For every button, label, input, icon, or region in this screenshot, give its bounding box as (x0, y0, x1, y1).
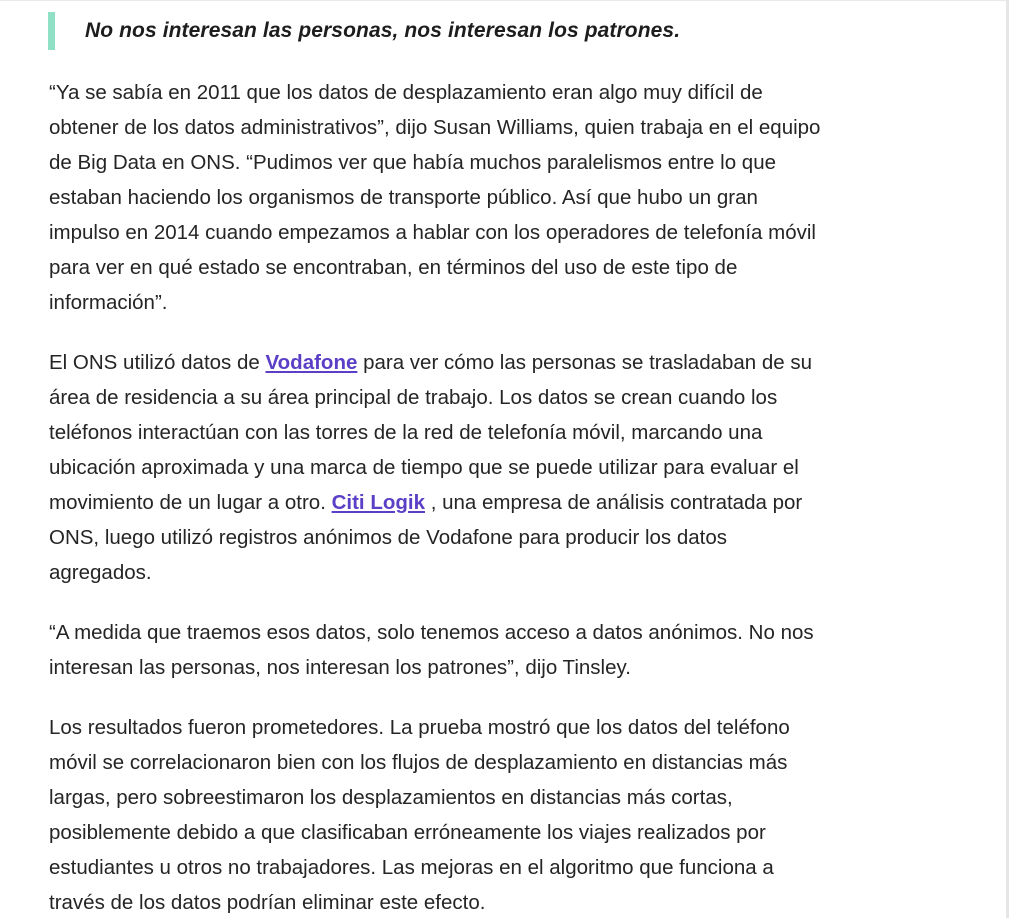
paragraph-2 (49, 345, 929, 590)
paragraph-line: para ver en qué estado se encontraban, en términos del uso de este tipo de (49, 256, 738, 279)
paragraph-line: estudiantes u otros no trabajadores. Las mejoras en el algoritmo que funciona a (49, 856, 774, 879)
paragraph-line: estaban haciendo los organismos de transporte público. Así que hubo un gran (49, 186, 758, 209)
paragraph-line: través de los datos podrían eliminar este efecto. (49, 891, 486, 914)
paragraph-line: área de residencia a su área principal de trabajo. Los datos se crean cuando los (49, 386, 778, 409)
paragraph-line: agregados. (49, 561, 152, 584)
paragraph-line: Los resultados fueron prometedores. La prueba mostró que los datos del teléfono (49, 716, 790, 739)
vodafone-link[interactable]: Vodafone (265, 351, 358, 374)
pull-quote-text: No nos interesan las personas, nos interesan los patrones. (85, 19, 681, 42)
paragraph-line: impulso en 2014 cuando empezamos a hablar con los operadores de telefonía móvil (49, 221, 816, 244)
text-segment: para ver cómo las personas se trasladaban de su (357, 351, 813, 374)
paragraph-line: largas, pero sobreestimaron los desplazamientos en distancias más cortas, (49, 786, 733, 809)
paragraph-line: “Ya se sabía en 2011 que los datos de desplazamiento eran algo muy difícil de (49, 81, 763, 104)
paragraph-line: información”. (49, 291, 168, 314)
paragraph-4 (49, 710, 929, 920)
paragraph-1 (49, 75, 929, 320)
pull-quote (48, 12, 680, 50)
paragraph-3 (49, 615, 929, 685)
paragraph-line: ONS, luego utilizó registros anónimos de Vodafone para producir los datos (49, 526, 728, 549)
paragraph-line: de Big Data en ONS. “Pudimos ver que había muchos paralelismos entre lo que (49, 151, 776, 174)
paragraph-line: ubicación aproximada y una marca de tiempo que se puede utilizar para evaluar el (49, 456, 799, 479)
top-divider (0, 0, 1009, 1)
paragraph-line: “A medida que traemos esos datos, solo tenemos acceso a datos anónimos. No nos (49, 621, 814, 644)
paragraph-line: teléfonos interactúan con las torres de la red de telefonía móvil, marcando una (49, 421, 763, 444)
text-segment: , una empresa de análisis contratada por (425, 491, 803, 514)
paragraph-line: interesan las personas, nos interesan los patrones”, dijo Tinsley. (49, 656, 631, 679)
paragraph-line (49, 345, 929, 380)
text-segment: El ONS utilizó datos de (49, 351, 266, 374)
paragraph-line: obtener de los datos administrativos”, dijo Susan Williams, quien trabaja en el equipo (49, 116, 821, 139)
citi-logik-link[interactable]: Citi Logik (331, 491, 425, 514)
paragraph-line: posiblemente debido a que clasificaban erróneamente los viajes realizados por (49, 821, 766, 844)
paragraph-line (49, 485, 929, 520)
text-segment: movimiento de un lugar a otro. (49, 491, 332, 514)
paragraph-line: móvil se correlacionaron bien con los flujos de desplazamiento en distancias más (49, 751, 788, 774)
